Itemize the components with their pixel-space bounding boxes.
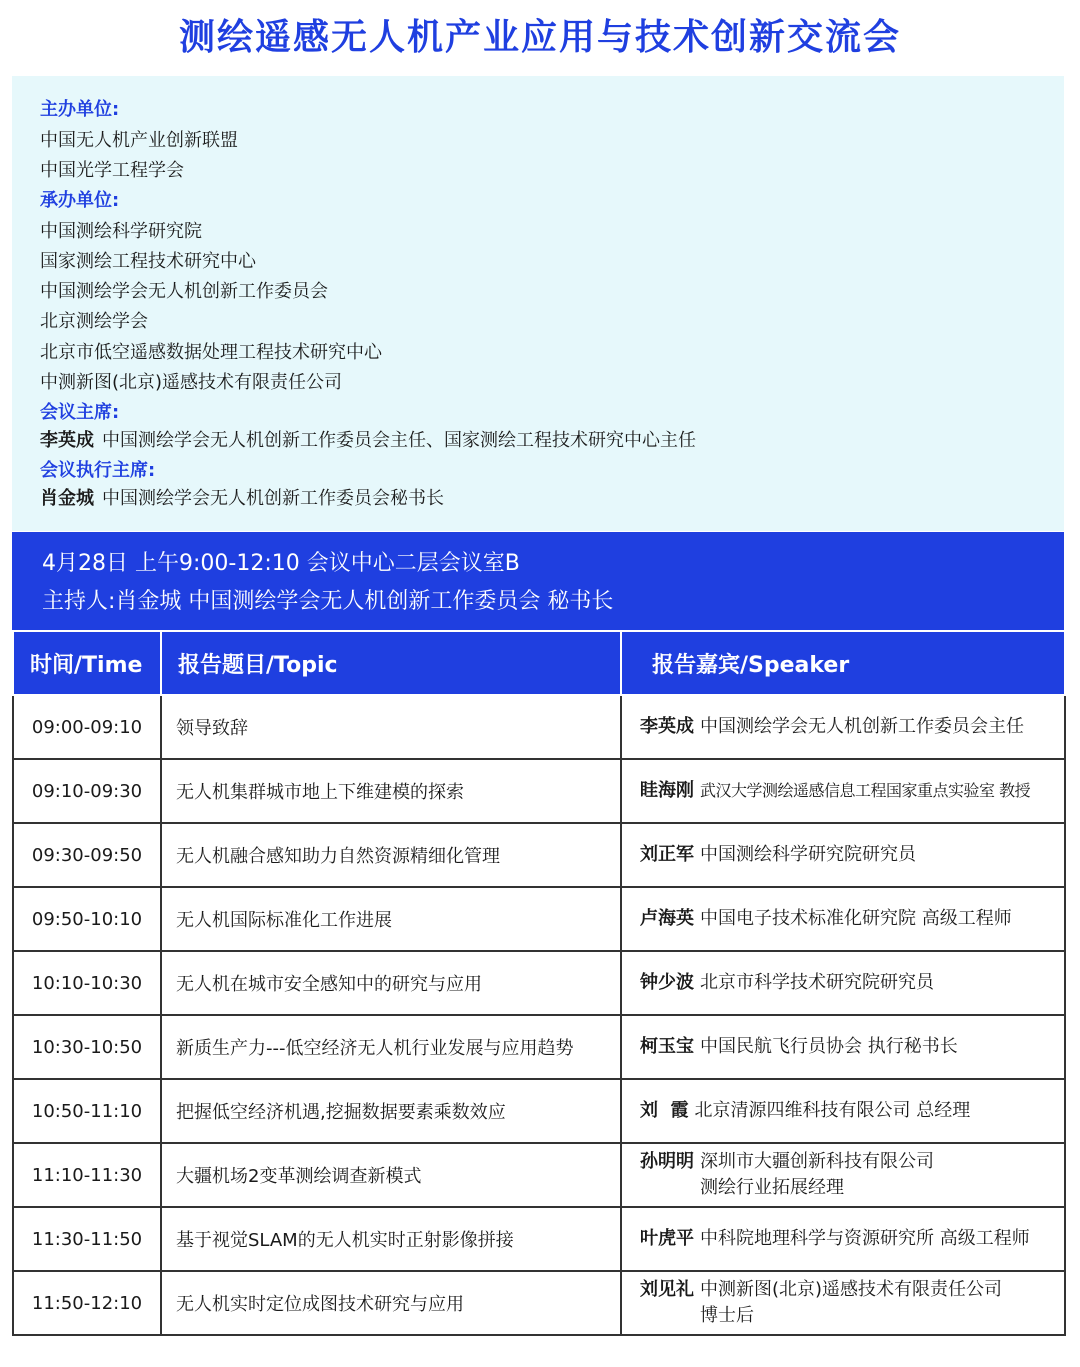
speaker-cell (621, 759, 1065, 823)
speaker-affiliation: 中测新图(北京)遥感技术有限责任公司 (700, 1279, 1003, 1300)
speaker-name: 刘 霞 (640, 1100, 689, 1121)
table-row (13, 759, 1065, 823)
table-row (13, 823, 1065, 887)
topic-cell: 无人机融合感知助力自然资源精细化管理 (161, 823, 621, 887)
speaker-name: 钟少波 (640, 972, 694, 993)
speaker-name: 刘正军 (640, 844, 694, 865)
exec-chair-line (40, 487, 444, 511)
table-row (13, 1271, 1065, 1335)
speaker-affiliation: 中国民航飞行员协会 执行秘书长 (700, 1036, 958, 1057)
speaker-name: 眭海刚 (640, 780, 694, 801)
speaker-affiliation: 中国电子技术标准化研究院 高级工程师 (700, 908, 1012, 929)
topic-cell: 把握低空经济机遇,挖掘数据要素乘数效应 (161, 1079, 621, 1143)
coorganizers-heading: 承办单位: (40, 190, 120, 211)
session-banner (12, 532, 1064, 630)
topic-cell: 无人机集群城市地上下维建模的探索 (161, 759, 621, 823)
schedule-table (12, 632, 1066, 1336)
speaker-affiliation: 北京清源四维科技有限公司 总经理 (694, 1100, 971, 1121)
table-row (13, 1015, 1065, 1079)
table-row (13, 951, 1065, 1015)
table-row (13, 1143, 1065, 1207)
speaker-cell (621, 1015, 1065, 1079)
table-row (13, 1207, 1065, 1271)
chair-heading: 会议主席: (40, 402, 120, 423)
organizers-heading: 主办单位: (40, 99, 120, 120)
speaker-cell (621, 1207, 1065, 1271)
speaker-name: 卢海英 (640, 908, 694, 929)
speaker-name: 叶虎平 (640, 1228, 694, 1249)
table-row (13, 1079, 1065, 1143)
speaker-cell (621, 1143, 1065, 1207)
speaker-affiliation-2: 博士后 (700, 1305, 754, 1326)
speaker-affiliation-2: 测绘行业拓展经理 (700, 1177, 844, 1198)
time-cell: 10:50-11:10 (13, 1079, 161, 1143)
speaker-affiliation: 北京市科学技术研究院研究员 (700, 972, 934, 993)
time-cell: 09:50-10:10 (13, 887, 161, 951)
topic-cell: 基于视觉SLAM的无人机实时正射影像拼接 (161, 1207, 621, 1271)
exec-chair-name: 肖金城 (40, 488, 94, 509)
speaker-name: 刘见礼 (640, 1279, 694, 1300)
topic-cell: 无人机国际标准化工作进展 (161, 887, 621, 951)
coorganizer-item: 中测新图(北京)遥感技术有限责任公司 (40, 372, 343, 393)
time-cell: 11:10-11:30 (13, 1143, 161, 1207)
speaker-cell (621, 1079, 1065, 1143)
topic-cell: 新质生产力---低空经济无人机行业发展与应用趋势 (161, 1015, 621, 1079)
speaker-cell (621, 695, 1065, 759)
table-header-row (13, 632, 1065, 695)
time-cell: 09:10-09:30 (13, 759, 161, 823)
coorganizer-item: 国家测绘工程技术研究中心 (40, 251, 256, 272)
topic-cell: 无人机在城市安全感知中的研究与应用 (161, 951, 621, 1015)
coorganizer-item: 北京测绘学会 (40, 311, 148, 332)
speaker-name: 孙明明 (640, 1151, 694, 1172)
time-cell: 11:30-11:50 (13, 1207, 161, 1271)
exec-chair-title: 中国测绘学会无人机创新工作委员会秘书长 (102, 488, 444, 509)
time-cell: 09:00-09:10 (13, 695, 161, 759)
speaker-affiliation: 中国测绘科学研究院研究员 (700, 844, 916, 865)
speaker-affiliation: 中科院地理科学与资源研究所 高级工程师 (700, 1228, 1030, 1249)
speaker-name: 柯玉宝 (640, 1036, 694, 1057)
topic-cell: 领导致辞 (161, 695, 621, 759)
time-cell: 11:50-12:10 (13, 1271, 161, 1335)
organizer-item: 中国无人机产业创新联盟 (40, 130, 238, 151)
col-header-topic: 报告题目/Topic (161, 632, 621, 695)
speaker-name: 李英成 (640, 716, 694, 737)
coorganizer-item: 中国测绘学会无人机创新工作委员会 (40, 281, 328, 302)
speaker-cell (621, 823, 1065, 887)
table-row (13, 695, 1065, 759)
exec-chair-heading: 会议执行主席: (40, 460, 156, 481)
speaker-cell (621, 887, 1065, 951)
topic-cell: 无人机实时定位成图技术研究与应用 (161, 1271, 621, 1335)
speaker-affiliation: 中国测绘学会无人机创新工作委员会主任 (700, 716, 1024, 737)
col-header-speaker: 报告嘉宾/Speaker (621, 632, 1065, 695)
session-host: 主持人:肖金城 中国测绘学会无人机创新工作委员会 秘书长 (42, 589, 614, 614)
speaker-affiliation: 武汉大学测绘遥感信息工程国家重点实验室 教授 (700, 781, 1031, 800)
speaker-cell (621, 1271, 1065, 1335)
chair-title: 中国测绘学会无人机创新工作委员会主任、国家测绘工程技术研究中心主任 (102, 430, 696, 451)
time-cell: 10:30-10:50 (13, 1015, 161, 1079)
coorganizer-item: 北京市低空遥感数据处理工程技术研究中心 (40, 342, 382, 363)
time-cell: 10:10-10:30 (13, 951, 161, 1015)
topic-cell: 大疆机场2变革测绘调查新模式 (161, 1143, 621, 1207)
speaker-affiliation: 深圳市大疆创新科技有限公司 (700, 1151, 934, 1172)
table-row (13, 887, 1065, 951)
chair-name: 李英成 (40, 430, 94, 451)
organizer-item: 中国光学工程学会 (40, 160, 184, 181)
col-header-time: 时间/Time (13, 632, 161, 695)
organizers-panel (12, 76, 1064, 531)
speaker-cell (621, 951, 1065, 1015)
chair-line (40, 429, 696, 453)
coorganizer-item: 中国测绘科学研究院 (40, 221, 202, 242)
time-cell: 09:30-09:50 (13, 823, 161, 887)
page-title: 测绘遥感无人机产业应用与技术创新交流会 (178, 17, 901, 58)
session-time-location: 4月28日 上午9:00-12:10 会议中心二层会议室B (42, 551, 520, 576)
